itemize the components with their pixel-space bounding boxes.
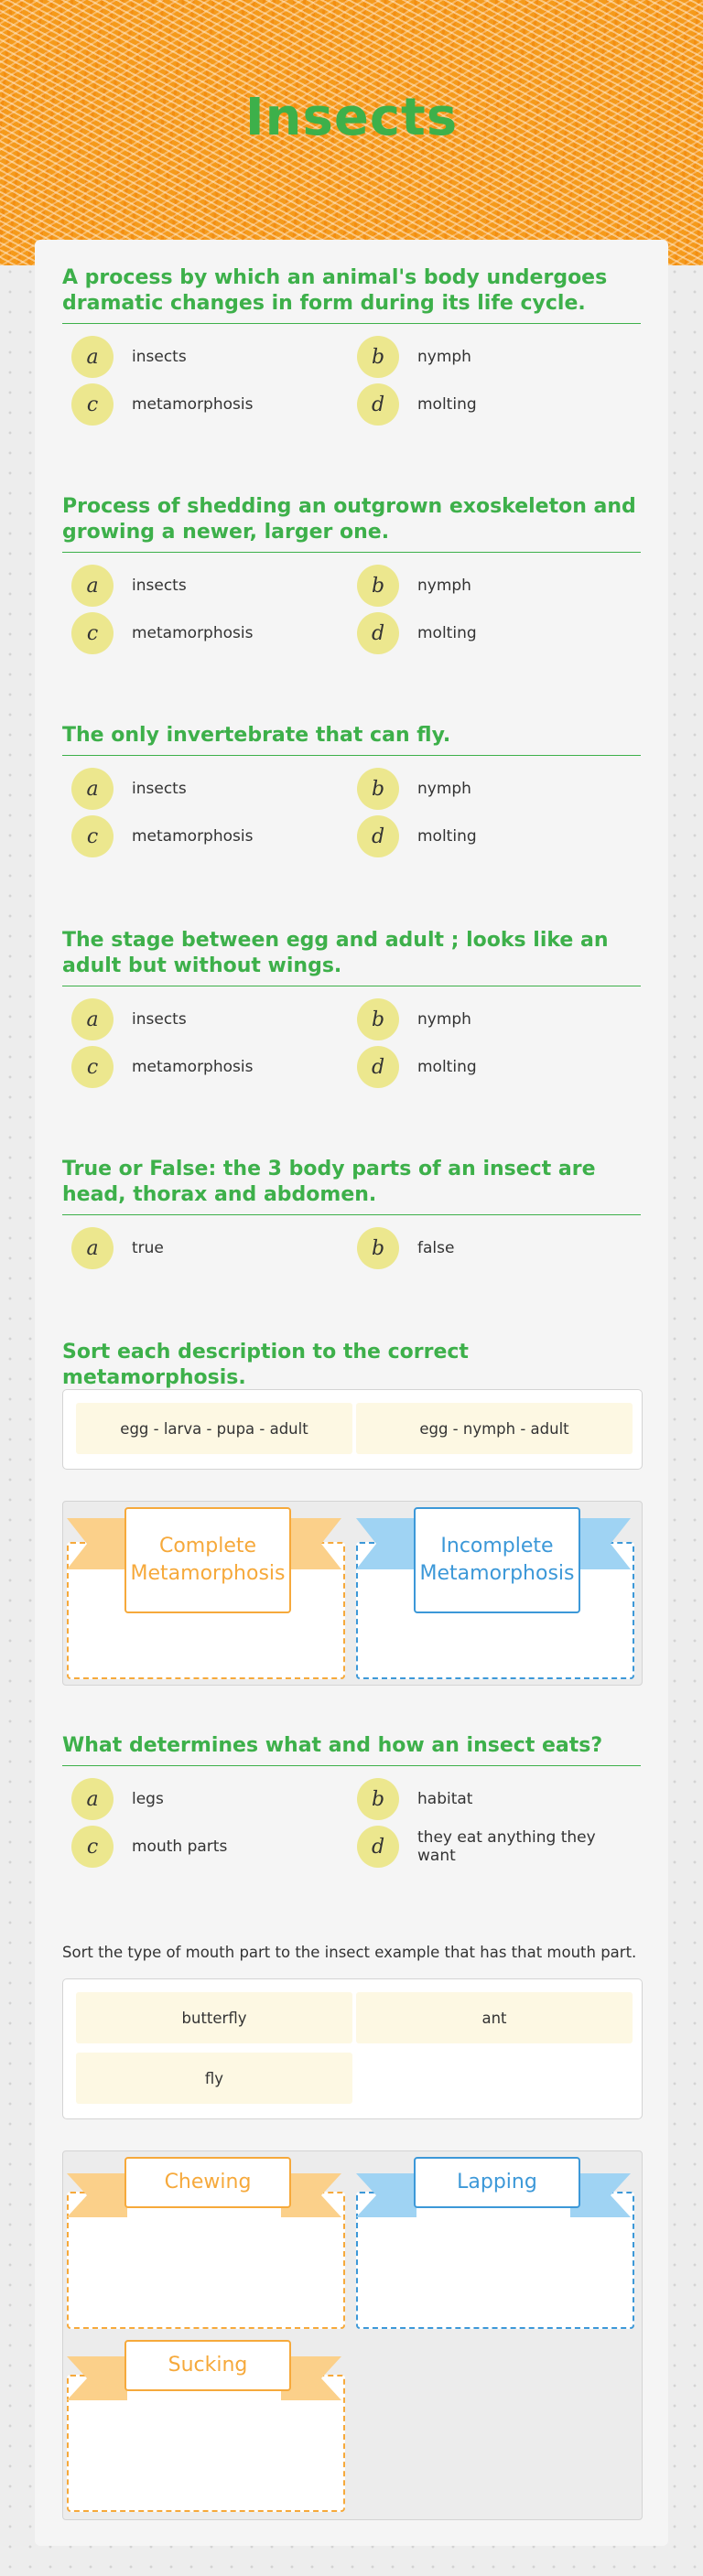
answer-options [62, 997, 641, 1093]
option-label: mouth parts [132, 1838, 228, 1856]
question-6 [62, 1733, 641, 1872]
option-c[interactable] [62, 1045, 346, 1089]
answer-options [62, 564, 641, 659]
option-b[interactable] [348, 997, 632, 1041]
option-label: molting [417, 827, 477, 846]
option-d[interactable] [348, 383, 632, 426]
worksheet-card [35, 240, 668, 2546]
question-5 [62, 1157, 641, 1274]
question-text: Process of shedding an outgrown exoskeleton and growing a newer, larger one. [62, 494, 641, 553]
option-a[interactable] [62, 564, 346, 608]
question-1 [62, 265, 641, 430]
question-2 [62, 494, 641, 659]
option-label: nymph [417, 1010, 471, 1029]
category-chewing-label: Chewing [124, 2157, 291, 2208]
answer-bank [62, 1389, 643, 1470]
option-label: insects [132, 348, 187, 366]
option-d[interactable] [348, 814, 632, 858]
option-letter: a [71, 336, 114, 378]
option-letter: d [357, 612, 399, 654]
option-label: metamorphosis [132, 624, 254, 642]
question-text: True or False: the 3 body parts of an insect are head, thorax and abdomen. [62, 1157, 641, 1215]
category-incomplete-label: Incomplete Metamorphosis [414, 1507, 580, 1613]
option-label: nymph [417, 348, 471, 366]
option-letter: b [357, 768, 399, 810]
option-letter: a [71, 998, 114, 1040]
option-letter: c [71, 383, 114, 426]
option-c[interactable] [62, 814, 346, 858]
option-c[interactable] [62, 611, 346, 655]
option-label: false [417, 1239, 455, 1257]
draggable-item[interactable]: egg - nymph - adult [356, 1403, 633, 1454]
option-letter: b [357, 998, 399, 1040]
sort-area [62, 1501, 643, 1686]
question-text: Sort each description to the correct metamorphosis. [62, 1340, 641, 1398]
option-letter: c [71, 1826, 114, 1868]
option-b[interactable] [348, 335, 632, 379]
option-letter: c [71, 1046, 114, 1088]
option-a[interactable] [62, 1226, 346, 1270]
option-letter: b [357, 1778, 399, 1820]
option-letter: d [357, 1826, 399, 1868]
option-label: insects [132, 577, 187, 595]
option-label: legs [132, 1790, 164, 1808]
draggable-item[interactable]: butterfly [76, 1992, 352, 2043]
option-letter: a [71, 565, 114, 607]
option-d[interactable] [348, 1045, 632, 1089]
option-label: nymph [417, 780, 471, 798]
worksheet-title: Insects [244, 88, 459, 147]
category-complete-label: Complete Metamorphosis [124, 1507, 291, 1613]
answer-options [62, 1777, 641, 1872]
option-letter: d [357, 815, 399, 857]
option-label: molting [417, 624, 477, 642]
option-d[interactable] [348, 611, 632, 655]
option-a[interactable] [62, 335, 346, 379]
sort-area [62, 2150, 643, 2520]
option-label: molting [417, 395, 477, 414]
option-label: habitat [417, 1790, 473, 1808]
option-label: metamorphosis [132, 827, 254, 846]
option-label: metamorphosis [132, 395, 254, 414]
option-a[interactable] [62, 997, 346, 1041]
option-letter: c [71, 815, 114, 857]
answer-options [62, 767, 641, 862]
option-letter: b [357, 565, 399, 607]
question-text: The only invertebrate that can fly. [62, 723, 641, 756]
question-text: What determines what and how an insect eats? [62, 1733, 641, 1766]
option-letter: b [357, 1227, 399, 1269]
answer-options [62, 335, 641, 430]
option-label: metamorphosis [132, 1058, 254, 1076]
option-letter: c [71, 612, 114, 654]
draggable-item[interactable]: egg - larva - pupa - adult [76, 1403, 352, 1454]
question-3 [62, 723, 641, 862]
option-c[interactable] [62, 383, 346, 426]
question-text: A process by which an animal's body undergoes dramatic changes in form during its life cycle. [62, 265, 641, 324]
option-letter: a [71, 1227, 114, 1269]
category-lapping-label: Lapping [414, 2157, 580, 2208]
option-label: insects [132, 1010, 187, 1029]
option-letter: a [71, 768, 114, 810]
option-letter: d [357, 1046, 399, 1088]
draggable-item[interactable]: ant [356, 1992, 633, 2043]
option-a[interactable] [62, 1777, 346, 1821]
option-label: they eat anything they want [417, 1828, 596, 1865]
option-a[interactable] [62, 767, 346, 811]
option-d[interactable] [348, 1825, 632, 1869]
answer-bank [62, 1978, 643, 2119]
option-letter: b [357, 336, 399, 378]
option-b[interactable] [348, 564, 632, 608]
option-label: nymph [417, 577, 471, 595]
option-c[interactable] [62, 1825, 346, 1869]
draggable-item[interactable]: fly [76, 2053, 352, 2104]
question-text: The stage between egg and adult ; looks like an adult but without wings. [62, 928, 641, 986]
question-4 [62, 928, 641, 1093]
category-sucking-label: Sucking [124, 2340, 291, 2391]
option-letter: a [71, 1778, 114, 1820]
option-letter: d [357, 383, 399, 426]
sort-question-2-prompt: Sort the type of mouth part to the insect example that has that mouth part. [62, 1944, 637, 1961]
option-b[interactable] [348, 1226, 632, 1270]
answer-options [62, 1226, 641, 1274]
option-label: molting [417, 1058, 477, 1076]
option-label: true [132, 1239, 164, 1257]
option-b[interactable] [348, 767, 632, 811]
option-b[interactable] [348, 1777, 632, 1821]
option-label: insects [132, 780, 187, 798]
